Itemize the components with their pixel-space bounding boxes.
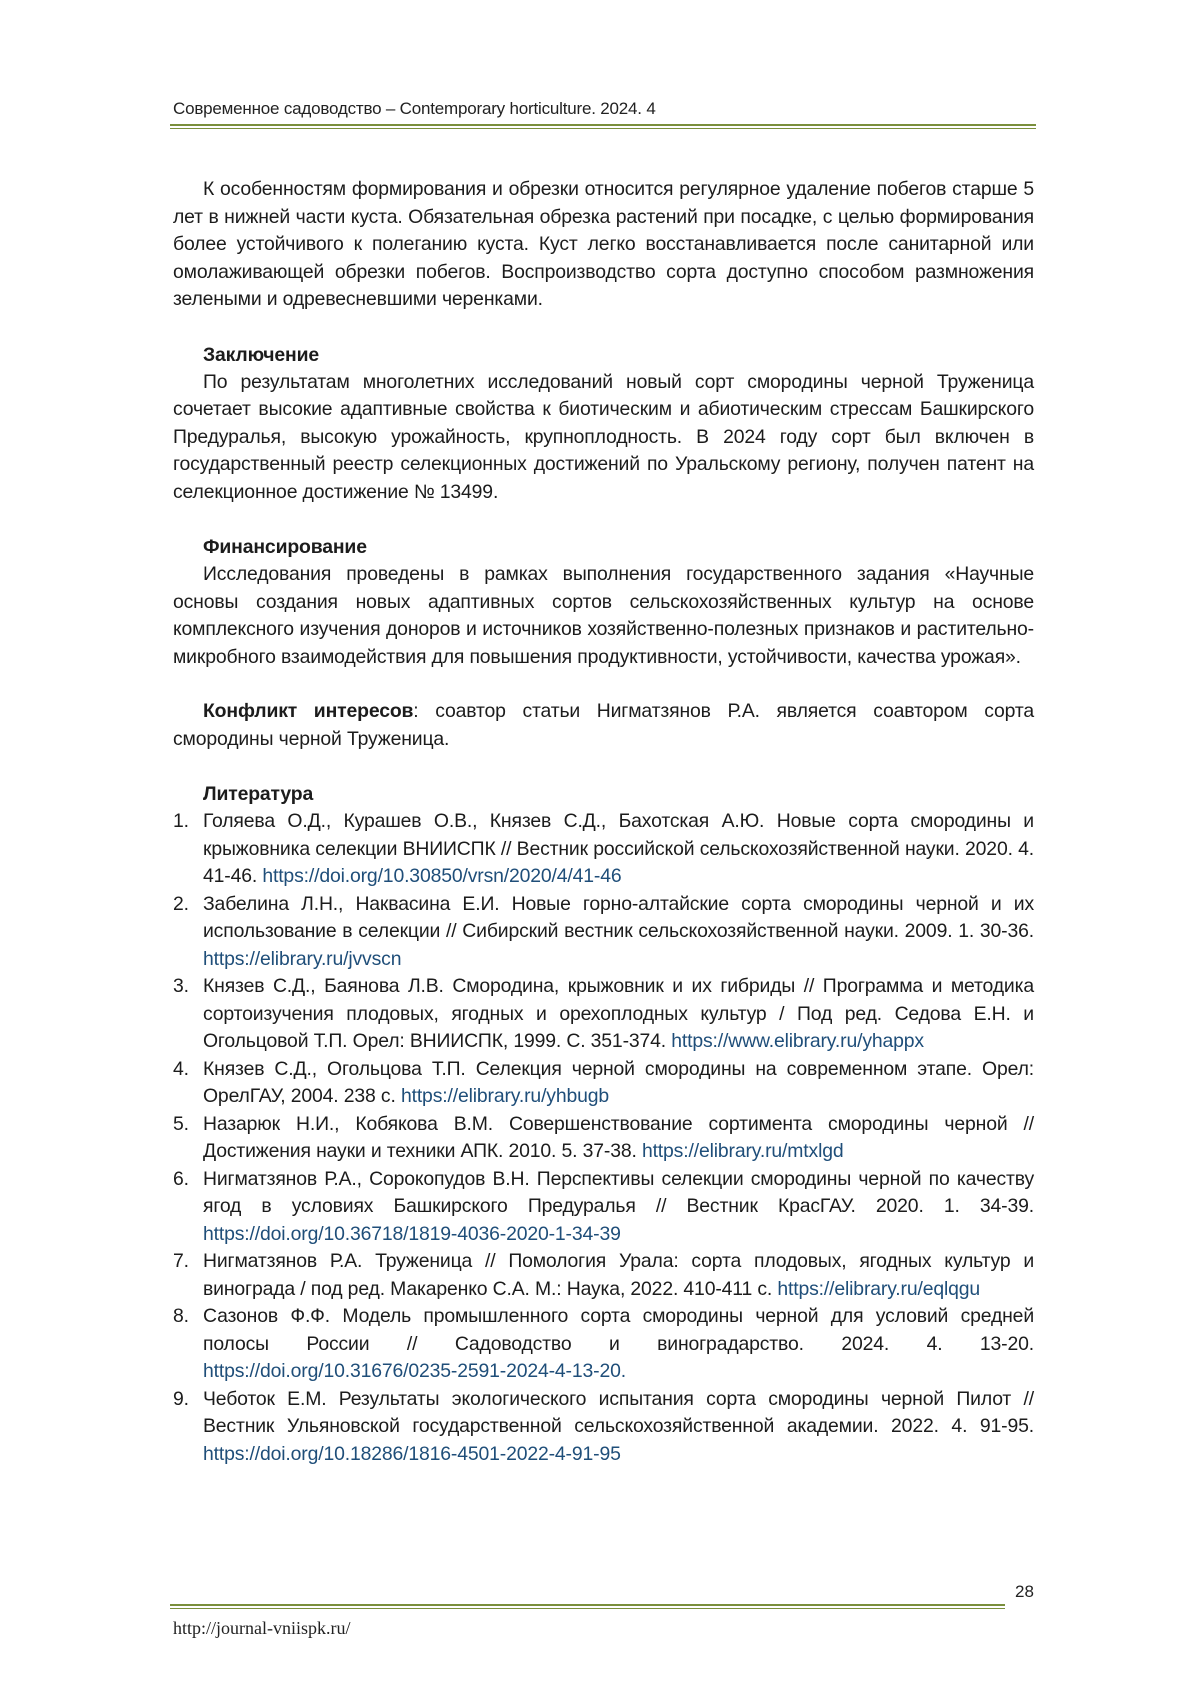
reference-item-6 [173,1166,1034,1249]
reference-text: Нигматзянов Р.А. Труженица // Помология Урала: сорта плодовых, ягодных культур и винограда / под ред. Макаренко С.А. М.: Наука, 2022. 410-411 с. [203,1250,1034,1300]
reference-number: 6. [173,1167,189,1190]
reference-text: Сазонов Ф.Ф. Модель промышленного сорта смородины черной для условий средней полосы России // Садоводство и виноградарство. 2024. 4. 13-20. [203,1305,1034,1355]
reference-number: 2. [173,892,189,915]
intro-paragraph: К особенностям формирования и обрезки относится регулярное удаление побегов старше 5 лет в нижней части куста. Обязательная обрезка растений при посадке, с целью формирования более устойчивого к полеганию куста. Куст легко восстанавливается после санитарной или омолаживающей обрезки побегов. Воспроизводство сорта доступно способом размножения зелеными и одревесневшими черенками. [173,178,1034,310]
reference-text: Голяева О.Д., Курашев О.В., Князев С.Д., Бахотская А.Ю. Новые сорта смородины и крыжовника селекции ВНИИСПК // Вестник российской сельскохозяйственной науки. 2020. 4. 41-46. [203,810,1034,887]
conclusion-text: По результатам многолетних исследований новый сорт смородины черной Труженица сочетает высокие адаптивные свойства к биотическим и абиотическим стрессам Башкирского Предуралья, высокую урожайность, крупноплодность. В 2024 году сорт был включен в государственный реестр селекционных достижений по Уральскому региону, получен патент на селекционное достижение № 13499. [173,370,1034,503]
conflict-label: Конфликт интересов [203,700,414,722]
reference-text: Назарюк Н.И., Кобякова В.М. Совершенствование сортимента смородины черной // Достижения науки и техники АПК. 2010. 5. 37-38. [203,1112,1034,1162]
conflict-paragraph [173,698,1034,753]
reference-number: 4. [173,1057,189,1080]
funding-heading: Финансирование [203,536,367,558]
reference-number: 8. [173,1305,189,1327]
reference-item-9 [173,1386,1034,1469]
reference-link[interactable]: https://doi.org/10.18286/1816-4501-2022-4-91-95 [203,1442,621,1465]
footer-rule [170,1604,1005,1606]
reference-text: Князев С.Д., Огольцова Т.П. Селекция черной смородины на современном этапе. Орел: ОрелГАУ, 2004. 238 с. [203,1057,1034,1107]
funding-section [173,533,1034,671]
reference-item-3 [173,973,1034,1056]
reference-link[interactable]: https://elibrary.ru/yhbugb [400,1085,610,1107]
footer-url-link[interactable]: http://journal-vniispk.ru/ [173,1618,351,1638]
running-header: Современное садоводство – Contemporary horticulture. 2024. 4 [173,99,656,118]
header-rule-secondary [170,128,1036,129]
reference-text: Нигматзянов Р.А., Сорокопудов В.Н. Перспективы селекции смородины черной по качеству ягод в условиях Башкирского Предуралья // Вестник КрасГАУ. 2020. 1. 34-39. [203,1167,1034,1217]
reference-link[interactable]: https://doi.org/10.30850/vrsn/2020/4/41-46 [262,865,622,887]
conflict-section [173,698,1034,753]
article-body [173,176,1034,1468]
references-heading: Литература [203,783,314,805]
reference-text: Князев С.Д., Баянова Л.В. Смородина, крыжовник и их гибриды // Программа и методика сортоизучения плодовых, ягодных и орехоплодных культур / Под ред. Седова Е.Н. и Огольцовой Т.П. Орел: ВНИИСПК, 1999. С. 351-374. [203,975,1034,1052]
reference-item-1 [173,808,1034,891]
reference-link[interactable]: https://elibrary.ru/jvvscn [203,947,402,970]
funding-text: Исследования проведены в рамках выполнения государственного задания «Научные основы создания новых адаптивных сортов сельскохозяйственных культур на основе комплексного изучения доноров и источников хозяйственно-полезных признаков и растительно-микробного взаимодействия для повышения продуктивности, устойчивости, качества урожая». [173,563,1034,668]
references-section [173,780,1034,1468]
reference-link[interactable]: https://doi.org/10.36718/1819-4036-2020-1-34-39 [203,1222,621,1245]
references-list [173,808,1034,1468]
reference-text: Забелина Л.Н., Наквасина Е.И. Новые горно-алтайские сорта смородины черной и их использование в селекции // Сибирский вестник сельскохозяйственной науки. 2009. 1. 30-36. [203,892,1034,942]
reference-item-4 [173,1056,1034,1111]
footer-rule-secondary [170,1608,1005,1609]
reference-text: Чеботок Е.М. Результаты экологического испытания сорта смородины черной Пилот // Вестник Ульяновской государственной сельскохозяйственной академии. 2022. 4. 91-95. [203,1387,1034,1437]
reference-item-5 [173,1111,1034,1166]
conclusion-heading: Заключение [203,343,319,366]
reference-number: 9. [173,1387,189,1410]
reference-link[interactable]: https://elibrary.ru/eqlqgu [777,1277,981,1300]
reference-item-7 [173,1248,1034,1303]
reference-number: 3. [173,975,189,997]
reference-link[interactable]: https://www.elibrary.ru/yhappx [671,1030,924,1052]
reference-number: 1. [173,810,189,832]
conclusion-section [173,341,1034,507]
header-rule [170,124,1036,126]
reference-link[interactable]: https://doi.org/10.31676/0235-2591-2024-4-13-20. [203,1360,626,1382]
reference-item-8 [173,1303,1034,1386]
reference-link[interactable]: https://elibrary.ru/mtxlgd [641,1140,844,1162]
reference-number: 7. [173,1250,189,1272]
page-number: 28 [1015,1582,1034,1601]
reference-number: 5. [173,1112,189,1135]
reference-item-2 [173,891,1034,974]
conflict-text: : соавтор статьи Нигматзянов Р.А. является соавтором сорта смородины черной Труженица. [173,700,1034,750]
